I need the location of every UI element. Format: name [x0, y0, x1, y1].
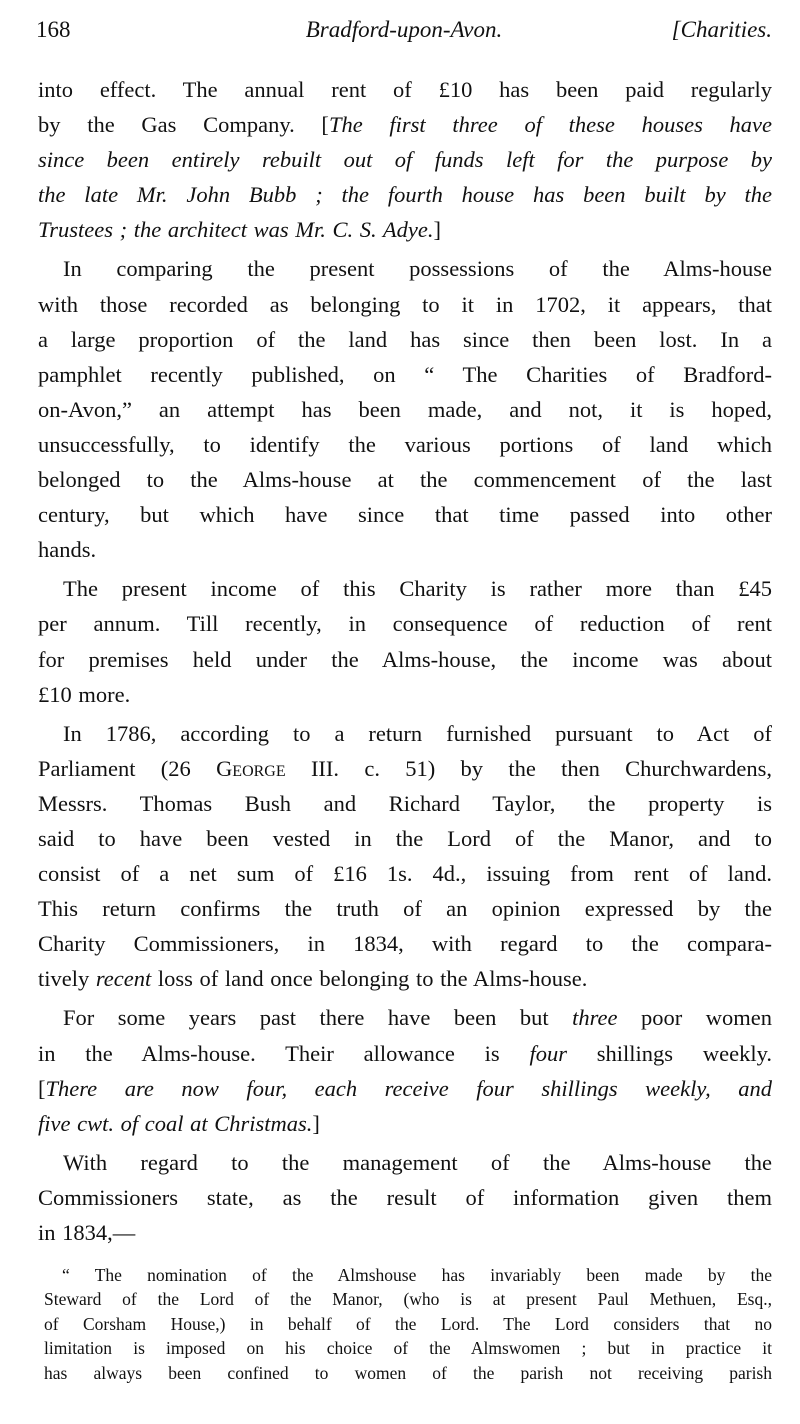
page-number: 168: [36, 17, 71, 42]
text-line: [38, 786, 772, 821]
text-run: ]: [312, 1110, 320, 1136]
text-run: loss of land once belonging to the Alms-house.: [151, 966, 588, 992]
text-run: a large proportion of the land has since then been lost. In a: [38, 326, 772, 352]
italic-text: The first three of these houses have: [328, 112, 772, 138]
text-line: [38, 142, 772, 177]
text-run: by the Gas Company. [: [38, 112, 329, 138]
text-line: [38, 1106, 772, 1141]
text-line: [38, 1180, 772, 1215]
text-run: on-Avon,” an attempt has been made, and not, it is hoped,: [38, 396, 772, 422]
italic-text: recent: [95, 966, 152, 992]
text-line: [38, 497, 772, 532]
text-line: [44, 1336, 772, 1360]
text-line: [38, 821, 772, 856]
block-quote: [44, 1263, 772, 1389]
paragraph: [38, 72, 772, 247]
text-run: shillings weekly.: [566, 1040, 772, 1066]
text-line: [38, 606, 772, 641]
text-line: [38, 357, 772, 392]
text-run: III. c. 51) by the then Churchwardens,: [285, 755, 772, 781]
text-run: into effect. The annual rent of £10 has been paid regularly: [38, 77, 772, 102]
text-line: [38, 72, 772, 107]
text-run: unsuccessfully, to identify the various portions of land which: [38, 431, 772, 457]
text-line: [38, 751, 772, 786]
text-line: [38, 1036, 772, 1071]
paragraph: [38, 571, 772, 711]
text-line: [38, 1215, 772, 1250]
text-run: This return confirms the truth of an opinion expressed by the: [38, 896, 772, 922]
text-run: century, but which have since that time passed into other: [38, 502, 772, 528]
italic-text: four: [529, 1040, 567, 1066]
text-line: [38, 177, 772, 212]
text-line: [38, 1071, 772, 1106]
italic-text: Trustees ; the architect was Mr. C. S. Adye.: [38, 217, 434, 243]
text-line: [44, 1263, 772, 1287]
text-run: has always been confined to women of the parish not receiving parish: [44, 1362, 772, 1383]
text-run: pamphlet recently published, on “ The Charities of Bradford-: [38, 361, 772, 387]
text-run: for premises held under the Alms-house, the income was about: [38, 646, 772, 672]
text-line: [38, 107, 772, 142]
text-line: [38, 856, 772, 891]
text-line: [38, 212, 772, 247]
text-run: With regard to the management of the Alms-house the: [63, 1149, 772, 1175]
text-run: Messrs. Thomas Bush and Richard Taylor, the property is: [38, 790, 772, 816]
section-title: [Charities.: [671, 17, 772, 42]
paragraph: [38, 716, 772, 997]
text-run: said to have been vested in the Lord of the Manor, and to: [38, 825, 772, 851]
text-run: Parliament (26: [38, 755, 217, 781]
text-run: belonged to the Alms-house at the commencement of the last: [38, 467, 772, 493]
quote-paragraph: [44, 1263, 772, 1385]
text-line: [38, 716, 772, 751]
text-run: For some years past there have been but: [63, 1005, 573, 1031]
text-run: Steward of the Lord of the Manor, (who is at present Paul Methuen, Esq.,: [44, 1289, 772, 1310]
text-line: [38, 677, 772, 712]
text-line: [38, 926, 772, 961]
text-line: [38, 322, 772, 357]
text-line: [38, 642, 772, 677]
paragraph: [38, 1000, 772, 1140]
text-line: [38, 427, 772, 462]
text-line: [38, 891, 772, 926]
text-run: The present income of this Charity is rather more than £45: [63, 576, 772, 602]
text-run: “ The nomination of the Almshouse has invariably been made by the: [62, 1265, 772, 1285]
italic-text: the late Mr. John Bubb ; the fourth house has been built by the: [38, 182, 772, 208]
text-line: [38, 462, 772, 497]
text-line: [38, 1145, 772, 1180]
italic-text: three: [572, 1005, 618, 1031]
italic-text: There are now four, each receive four shillings weekly, and: [45, 1075, 772, 1101]
text-run: Commissioners state, as the result of information given them: [38, 1184, 772, 1210]
text-run: In 1786, according to a return furnished pursuant to Act of: [63, 720, 772, 746]
paragraph: [38, 251, 772, 567]
paragraph: [38, 1145, 772, 1250]
text-line: [38, 287, 772, 322]
text-run: [: [38, 1075, 46, 1101]
text-run: In comparing the present possessions of the Alms-house: [63, 256, 772, 282]
text-line: [38, 532, 772, 567]
italic-text: since been entirely rebuilt out of funds left for the purpose by: [38, 147, 772, 173]
text-run: poor women: [617, 1005, 772, 1031]
text-run: in the Alms-house. Their allowance is: [38, 1040, 530, 1066]
text-run: Charity Commissioners, in 1834, with regard to the compara-: [38, 931, 772, 957]
text-line: [44, 1287, 772, 1311]
text-line: [38, 1000, 772, 1035]
text-line: [38, 961, 772, 996]
text-run: with those recorded as belonging to it in 1702, it appears, that: [38, 291, 772, 317]
text-line: [44, 1361, 772, 1385]
text-run: in 1834,—: [38, 1220, 136, 1245]
text-run: £10 more.: [38, 681, 131, 707]
italic-text: five cwt. of coal at Christmas.: [38, 1110, 313, 1136]
text-run: consist of a net sum of £16 1s. 4d., issuing from rent of land.: [38, 861, 772, 887]
text-run: limitation is imposed on his choice of the Almswomen ; but in practice it: [44, 1338, 772, 1359]
text-run: tively: [38, 966, 96, 992]
text-line: [38, 571, 772, 606]
text-run: ]: [433, 217, 441, 243]
small-caps-text: George: [216, 755, 286, 781]
text-line: [44, 1312, 772, 1336]
text-run: per annum. Till recently, in consequence of reduction of rent: [38, 611, 772, 637]
running-title: Bradford-upon-Avon.: [305, 17, 503, 42]
text-line: [38, 392, 772, 427]
text-run: hands.: [38, 537, 97, 563]
body-text: [38, 72, 772, 1254]
text-line: [38, 251, 772, 286]
running-header: [36, 13, 772, 47]
text-run: of Corsham House,) in behalf of the Lord. The Lord considers that no: [44, 1313, 772, 1334]
